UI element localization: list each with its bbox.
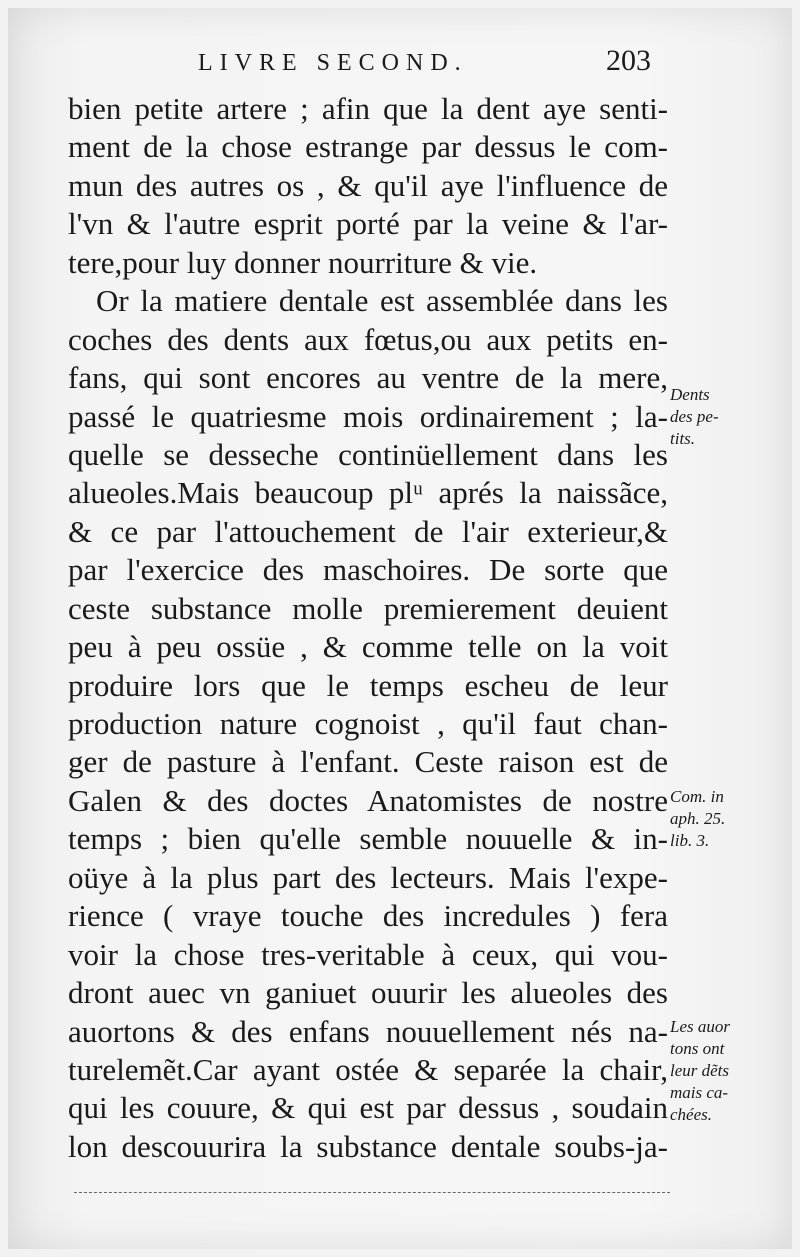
page-number: 203 — [606, 44, 651, 77]
text-line: l'vn & l'autre esprit porté par la veine & l'ar- — [68, 206, 668, 242]
text-line: temps ; bien qu'elle semble nouuelle & in- — [68, 821, 668, 857]
book-page — [8, 8, 792, 1249]
margin-note-galen-reference — [670, 786, 780, 852]
text-line: fans, qui sont encores au ventre de la mere, — [68, 360, 668, 396]
text-line: par l'exercice des maschoires. De sorte que — [68, 552, 668, 588]
text-line: produire lors que le temps escheu de leur — [68, 667, 668, 703]
text-line: voir la chose tres-veritable à ceux, qui vou- — [68, 936, 668, 972]
margin-note-line: tons ont — [670, 1039, 725, 1058]
text-line: mun des autres os , & qu'il aye l'influence de — [68, 167, 668, 203]
margin-note-dents-des-petits — [670, 384, 780, 450]
margin-note-line: Dents — [670, 385, 710, 404]
text-line: passé le quatriesme mois ordinairement ; la- — [68, 398, 668, 434]
text-line: production nature cognoist , qu'il faut chan- — [68, 706, 668, 741]
catchword-rule — [74, 1192, 670, 1193]
margin-note-line: leur dẽts — [670, 1061, 730, 1080]
margin-note-line: lib. 3. — [670, 831, 710, 850]
text-line: ceste substance molle premierement deuient — [68, 590, 668, 626]
text-line: lon descouurira la substance dentale soubs-ja- — [68, 1128, 668, 1164]
margin-note-line: des pe- — [670, 407, 719, 426]
text-line: ment de la chose estrange par dessus le com- — [68, 129, 668, 165]
text-line: oüye à la plus part des lecteurs. Mais l'expe- — [68, 859, 668, 895]
text-line: alueoles.Mais beaucoup plᵘ aprés la naissãce, — [68, 475, 668, 511]
text-line: ger de pasture à l'enfant. Ceste raison est de — [68, 744, 668, 780]
text-line: bien petite artere ; afin que la dent aye senti- — [68, 91, 668, 126]
margin-note-line: aph. 25. — [670, 809, 726, 828]
running-title: LIVRE SECOND. — [198, 50, 468, 76]
text-line: dront auec vn ganiuet ouurir les alueoles des — [68, 975, 668, 1011]
margin-note-line: chées. — [670, 1105, 713, 1124]
text-line: tere,pour luy donner nourriture & vie. — [68, 244, 538, 280]
margin-note-line: Com. in — [670, 787, 724, 806]
text-line: turelemẽt.Car ayant ostée & separée la chair, — [68, 1051, 668, 1087]
margin-note-line: mais ca- — [670, 1083, 729, 1102]
text-line: Galen & des doctes Anatomistes de nostre — [68, 782, 668, 818]
text-line: quelle se desseche continüellement dans les — [68, 436, 668, 472]
text-line: Or la matiere dentale est assemblée dans les — [96, 283, 668, 319]
margin-note-line: tits. — [670, 429, 696, 448]
main-text-block — [68, 90, 668, 1166]
text-line: & ce par l'attouchement de l'air exterieur,& — [68, 513, 668, 549]
text-line: rience ( vraye touche des incredules ) fera — [68, 898, 668, 934]
text-line: auortons & des enfans nouuellement nés na- — [68, 1013, 668, 1049]
margin-note-line: Les auor — [670, 1017, 730, 1036]
text-line: peu à peu ossüe , & comme telle on la voit — [68, 629, 668, 665]
text-line: coches des dents aux fœtus,ou aux petits en- — [68, 321, 668, 357]
margin-note-auortons — [670, 1016, 780, 1126]
text-line: qui les couure, & qui est par dessus , soudain — [68, 1090, 668, 1126]
